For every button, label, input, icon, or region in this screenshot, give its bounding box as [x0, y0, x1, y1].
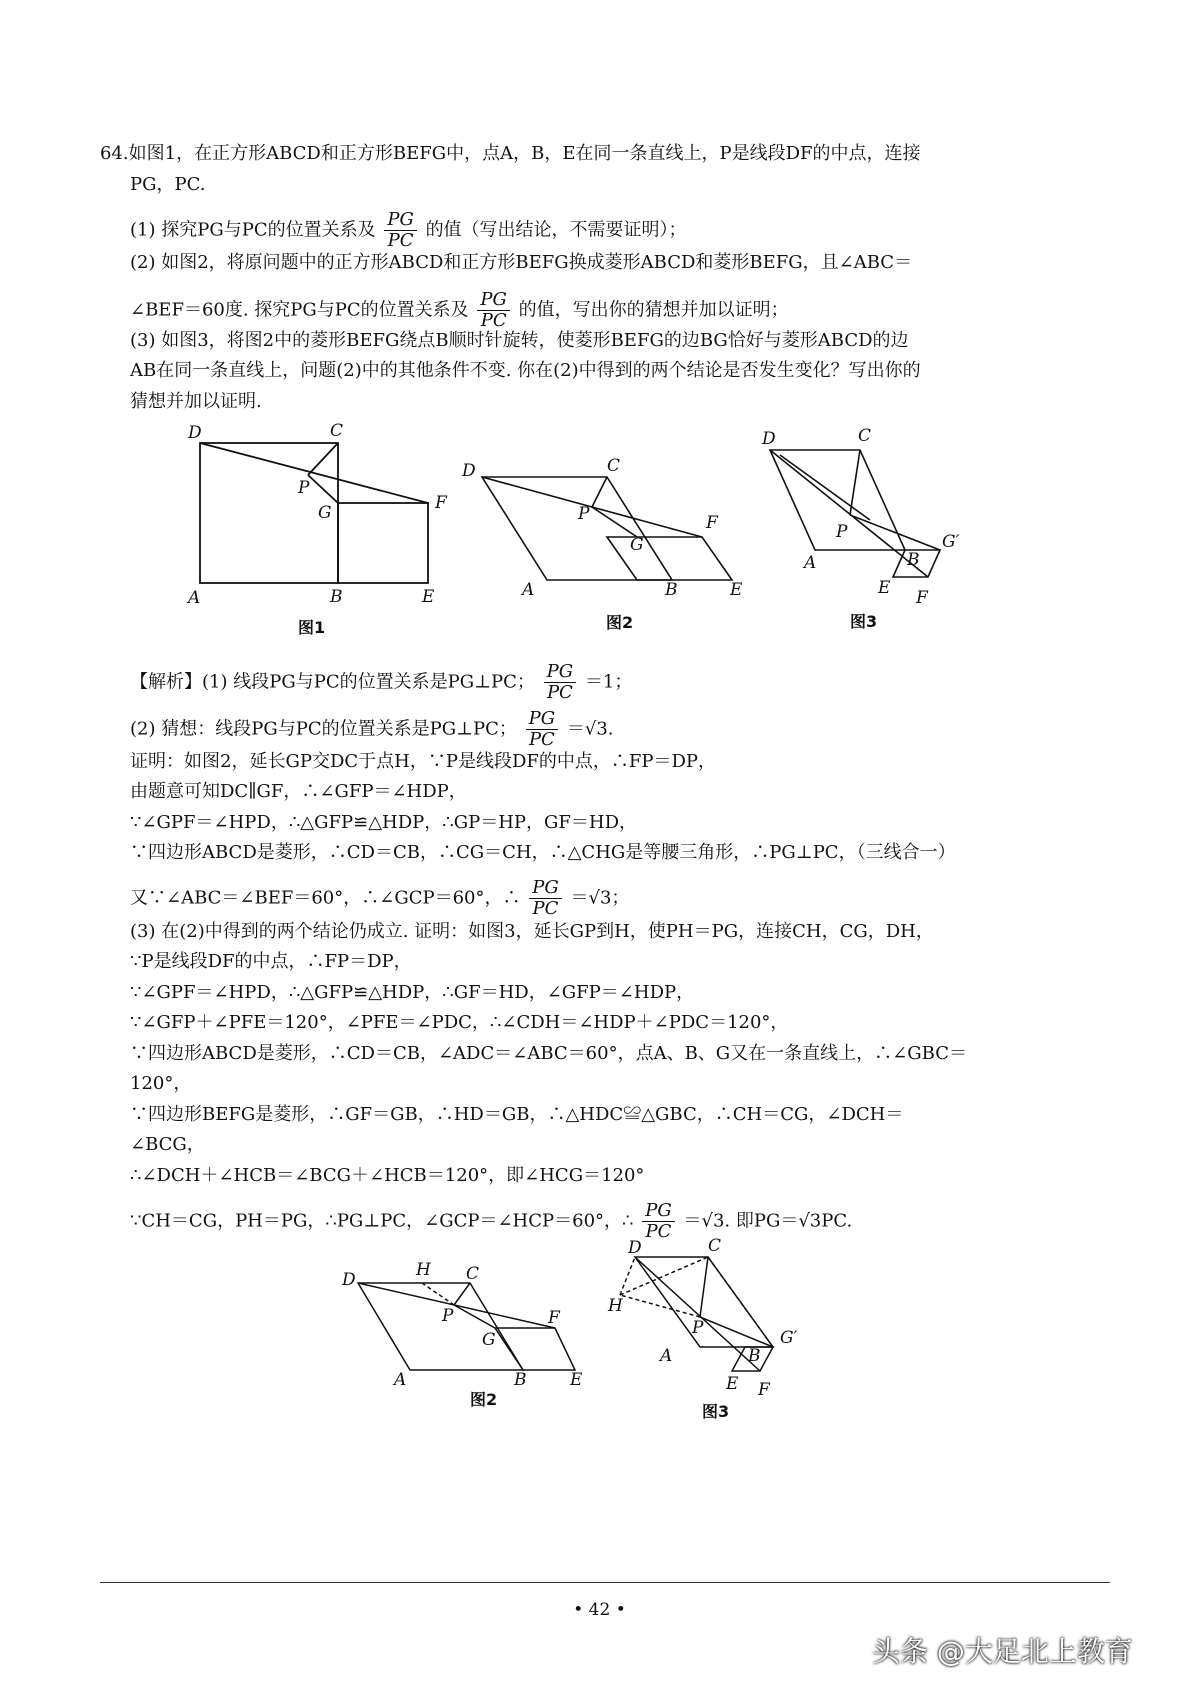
figure-3-proof-labels	[607, 1236, 798, 1421]
label-p: P	[836, 522, 848, 542]
figure-2	[482, 477, 732, 580]
figures-top	[170, 415, 1030, 645]
question-3-line-3: 猜想并加以证明.	[130, 391, 262, 412]
label-a: A	[394, 1370, 407, 1390]
figure-3-caption: 图3	[850, 612, 878, 631]
label-b: B	[748, 1346, 761, 1366]
figure-1-labels	[186, 421, 448, 637]
page-number: • 42 •	[573, 1600, 626, 1620]
question-2-line-1: (2) 如图2，将原问题中的正方形ABCD和正方形BEFG换成菱形ABCD和菱形BEFG，且∠ABC＝	[130, 252, 913, 273]
question-3-line-2: AB在同一条直线上，问题(2)中的其他条件不变. 你在(2)中得到的两个结论是否发生变化？写出你的	[130, 360, 921, 381]
label-h: H	[416, 1260, 431, 1280]
label-c: C	[858, 426, 872, 446]
label-c: C	[466, 1264, 480, 1284]
rhombus-abcd	[482, 477, 672, 580]
question-3-line-1: (3) 如图3，将图2中的菱形BEFG绕点B顺时针旋转，使菱形BEFG的边BG恰好与菱形ABCD的边	[130, 330, 909, 351]
problem-line-1	[100, 142, 921, 166]
question-1-text-b: 的值（写出结论，不需要证明）；	[425, 219, 687, 241]
fraction-pg-pc: $\frac{PG}{PC}$	[526, 709, 559, 750]
fraction-pg-pc: $\frac{PG}{PC}$	[529, 878, 562, 919]
segment-hc-dashed	[620, 1257, 708, 1295]
part3-line-2: ∵P是线段DF的中点，∴FP＝DP，	[130, 951, 412, 972]
segment-pg	[592, 507, 637, 537]
proof-line-5	[130, 878, 629, 919]
part3-line-8: ∠BCG，	[130, 1134, 205, 1155]
segment-pg	[308, 475, 338, 503]
label-b: B	[665, 580, 678, 600]
label-p: P	[578, 504, 590, 524]
figures-bottom	[330, 1235, 830, 1430]
proof-line-1: 证明：如图2，延长GP交DC于点H，∵P是线段DF的中点，∴FP＝DP，	[130, 751, 717, 772]
figure-3-labels	[761, 426, 960, 631]
segment-pc	[308, 443, 338, 475]
segment-pc	[850, 450, 860, 515]
label-d: D	[462, 461, 476, 481]
solution-1-text: 【解析】(1) 线段PG与PC的位置关系是PG⊥PC；	[130, 671, 535, 693]
label-e: E	[570, 1370, 583, 1390]
rhombus-abcd	[635, 1257, 773, 1347]
segment-df	[200, 443, 428, 503]
label-f: F	[435, 493, 447, 513]
label-c: C	[330, 421, 344, 441]
label-a: A	[804, 553, 817, 573]
label-c: C	[607, 456, 621, 476]
part3-line-5: ∵四边形ABCD是菱形，∴CD＝CB，∠ADC＝∠ABC＝60°，点A、B、G又在一条直线上，∴∠GBC＝	[130, 1043, 967, 1064]
fraction-num: PG	[384, 210, 417, 231]
part3-line-6: 120°，	[130, 1073, 192, 1094]
segment-df	[358, 1283, 555, 1328]
part3-line-1: (3) 在(2)中得到的两个结论仍成立. 证明：如图3，延长GP到H，使PH＝PG，连接CH，CG，DH，	[130, 921, 934, 942]
figure-2-caption: 图2	[606, 613, 634, 632]
solution-2-result: ＝√3.	[566, 718, 614, 740]
figure-2-proof-caption: 图2	[470, 1390, 498, 1409]
problem-line-2: PG，PC.	[130, 174, 206, 195]
segment-pg	[454, 1305, 495, 1328]
part3-line-10-text: ∵CH＝CG，PH＝PG，∴PG⊥PC，∠GCP＝∠HCP＝60°，∴	[130, 1210, 634, 1232]
footer-rule	[100, 1582, 1110, 1583]
question-2-line-2	[130, 290, 789, 331]
label-b: B	[330, 587, 343, 607]
fraction-den: PC	[387, 230, 414, 251]
label-a: A	[188, 588, 201, 608]
rhombus-befg	[607, 537, 732, 580]
label-g-prime: G′	[942, 532, 960, 552]
problem-number: 64.	[100, 143, 129, 164]
solution-part-1	[130, 662, 632, 703]
proof-line-5-text: 又∵∠ABC＝∠BEF＝60°，∴∠GCP＝60°，∴	[130, 887, 521, 909]
segment-pg	[850, 515, 940, 550]
label-c: C	[708, 1236, 722, 1256]
part3-line-7: ∵四边形BEFG是菱形，∴GF＝GB，∴HD＝GB，∴△HDC≌△GBC，∴CH＝CG，∠DCH＝	[130, 1104, 904, 1125]
label-h: H	[608, 1296, 623, 1316]
question-2-text-b: 的值，写出你的猜想并加以证明；	[518, 299, 789, 321]
fraction-pg-pc	[384, 210, 417, 251]
label-d: D	[188, 423, 202, 443]
segment-aux	[780, 455, 870, 520]
label-g-prime: G′	[780, 1328, 798, 1348]
label-d: D	[762, 429, 776, 449]
segment-pc	[592, 477, 607, 507]
label-e: E	[422, 587, 435, 607]
label-f: F	[916, 588, 928, 608]
question-1-text-a: (1) 探究PG与PC的位置关系及	[130, 219, 376, 241]
solution-part-2	[130, 709, 614, 750]
label-b: B	[907, 550, 920, 570]
label-g: G	[318, 503, 332, 523]
figure-1	[200, 443, 428, 583]
label-e: E	[730, 580, 743, 600]
proof-line-4: ∵四边形ABCD是菱形，∴CD＝CB，∴CG＝CH，∴△CHG是等腰三角形，∴PG⊥PC，（三线合一）	[130, 842, 956, 863]
label-p: P	[298, 478, 310, 498]
fraction-pg-pc: $\frac{PG}{PC}$	[544, 662, 577, 703]
figure-1-caption: 图1	[298, 618, 326, 637]
fraction-pg-pc: $\frac{PG}{PC}$	[642, 1201, 675, 1242]
solution-2-text: (2) 猜想：线段PG与PC的位置关系是PG⊥PC；	[130, 718, 517, 740]
label-p: P	[692, 1318, 704, 1338]
figure-3-proof-caption: 图3	[702, 1402, 730, 1421]
proof-line-5-result: ＝√3；	[570, 887, 630, 909]
question-2-text-a: ∠BEF＝60度. 探究PG与PC的位置关系及	[130, 299, 469, 321]
segment-pc	[700, 1257, 708, 1317]
label-f: F	[758, 1380, 770, 1400]
label-p: P	[442, 1306, 454, 1326]
segment-pc	[454, 1283, 470, 1305]
watermark: 头条 @大足北上教育	[872, 1635, 1133, 1668]
label-f: F	[548, 1308, 560, 1328]
label-a: A	[522, 580, 535, 600]
problem-stem: 如图1，在正方形ABCD和正方形BEFG中，点A，B，E在同一条直线上，P是线段DF的中点，连接	[128, 143, 921, 164]
label-e: E	[878, 578, 891, 598]
label-g: G	[630, 535, 644, 555]
rhombus-befg	[495, 1328, 575, 1370]
label-f: F	[706, 513, 718, 533]
proof-line-3: ∵∠GPF＝∠HPD，∴△GFP≌△HDP，∴GP＝HP，GF＝HD，	[130, 812, 638, 833]
figure-2-proof	[358, 1283, 575, 1370]
segment-df	[770, 450, 928, 577]
part3-line-4: ∵∠GFP＋∠PFE＝120°，∠PFE＝∠PDC，∴∠CDH＝∠HDP＋∠PDC＝120°，	[130, 1012, 789, 1033]
segment-hd-dashed	[620, 1257, 635, 1295]
fraction-pg-pc: $\frac{PG}{PC}$	[477, 290, 510, 331]
label-g: G	[482, 1330, 496, 1350]
question-1	[130, 210, 687, 251]
segment-df	[635, 1257, 760, 1371]
label-a: A	[660, 1346, 673, 1366]
part3-line-9: ∴∠DCH＋∠HCB＝∠BCG＋∠HCB＝120°，即∠HCG＝120°	[130, 1165, 645, 1186]
solution-1-result: ＝1；	[584, 671, 633, 693]
proof-line-2: 由题意可知DC∥GF，∴∠GFP＝∠HDP，	[130, 781, 467, 802]
label-d: D	[628, 1238, 642, 1258]
part3-line-3: ∵∠GPF＝∠HPD，∴△GFP≌△HDP，∴GF＝HD，∠GFP＝∠HDP，	[130, 982, 695, 1003]
label-e: E	[726, 1374, 739, 1394]
label-b: B	[514, 1370, 527, 1390]
part3-line-10-result: ＝√3. 即PG＝√3PC.	[683, 1210, 853, 1232]
square-befg	[338, 503, 428, 583]
label-d: D	[342, 1270, 356, 1290]
